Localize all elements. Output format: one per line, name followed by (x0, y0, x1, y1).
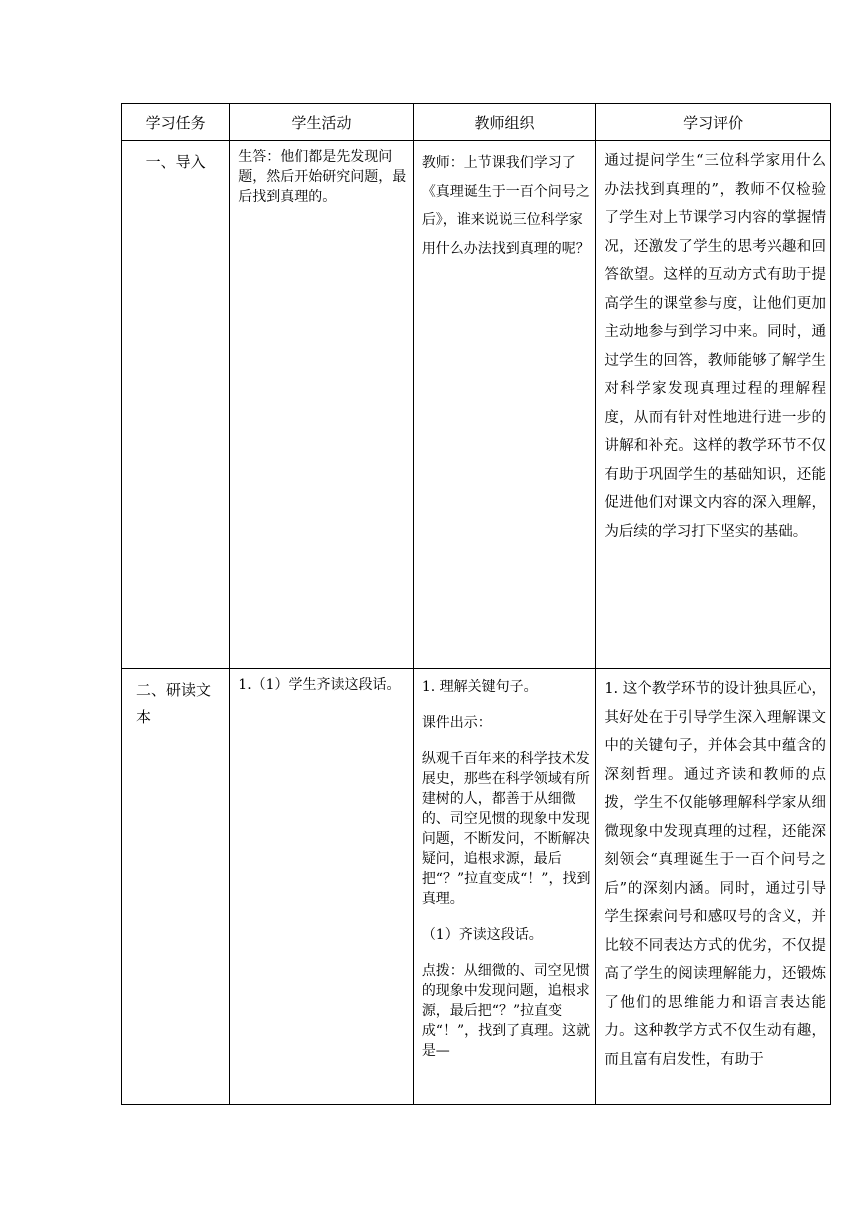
teacher-organization-cell (413, 141, 596, 669)
lesson-plan-table (121, 103, 831, 1105)
teacher-paragraph: 纵观千百年来的科学技术发展史，那些在科学领域有所建树的人，都善于从细微的、司空见惯的现象中发现问题，不断发问，不断解决疑问，追根求源，最后把“？”拉直变成“！”，找到真理。 (421, 751, 591, 907)
task-cell: 一、导入 (122, 141, 230, 669)
teacher-paragraph: （1）齐读这段话。 (421, 927, 543, 943)
task-cell: 二、研读文本 (122, 669, 230, 1105)
teacher-paragraph: 课件出示： (421, 715, 492, 731)
evaluation-cell: 1. 这个教学环节的设计独具匠心，其好处在于引导学生深入理解课文中的关键句子，并体会其中蕴含的深刻哲理。通过齐读和教师的点拨，学生不仅能够理解科学家从细微现象中发现真理的过程，还能深刻领会“真理诞生于一百个问号之后”的深刻内涵。同时，通过引导学生探索问号和感叹号的含义，并比较不同表达方式的优劣，不仅提高了学生的阅读理解能力，还锻炼了他们的思维能力和语言表达能力。这种教学方式不仅生动有趣，而且富有启发性，有助于 (596, 669, 831, 1105)
evaluation-cell: 通过提问学生“三位科学家用什么办法找到真理的”，教师不仅检验了学生对上节课学习内容的掌握情况，还激发了学生的思考兴趣和回答欲望。这样的互动方式有助于提高学生的课堂参与度，让他们更加主动地参与到学习中来。同时，通过学生的回答，教师能够了解学生对科学家发现真理过程的理解程度，从而有针对性地进行进一步的讲解和补充。这样的教学环节不仅有助于巩固学生的基础知识，还能促进他们对课文内容的深入理解，为后续的学习打下坚实的基础。 (596, 141, 831, 669)
table-header-row (122, 104, 831, 141)
table-row (122, 669, 831, 1105)
header-teacher-organization: 教师组织 (413, 104, 596, 141)
table-row (122, 141, 831, 669)
student-activity-cell: 1.（1）学生齐读这段话。 (230, 669, 414, 1105)
header-learning-evaluation: 学习评价 (596, 104, 831, 141)
teacher-paragraph: 1. 理解关键句子。 (421, 679, 538, 695)
header-task: 学习任务 (122, 104, 230, 141)
teacher-organization-cell (413, 669, 596, 1105)
student-activity-cell: 生答：他们都是先发现问题，然后开始研究问题，最后找到真理的。 (230, 141, 414, 669)
teacher-paragraph: 教师：上节课我们学习了《真理诞生于一百个问号之后》，谁来说说三位科学家用什么办法找到真理的呢？ (421, 155, 590, 257)
header-student-activity: 学生活动 (230, 104, 414, 141)
teacher-paragraph: 点拨：从细微的、司空见惯的现象中发现问题，追根求源，最后把“？”拉直变成“！”，找到了真理。这就是— (421, 963, 591, 1059)
